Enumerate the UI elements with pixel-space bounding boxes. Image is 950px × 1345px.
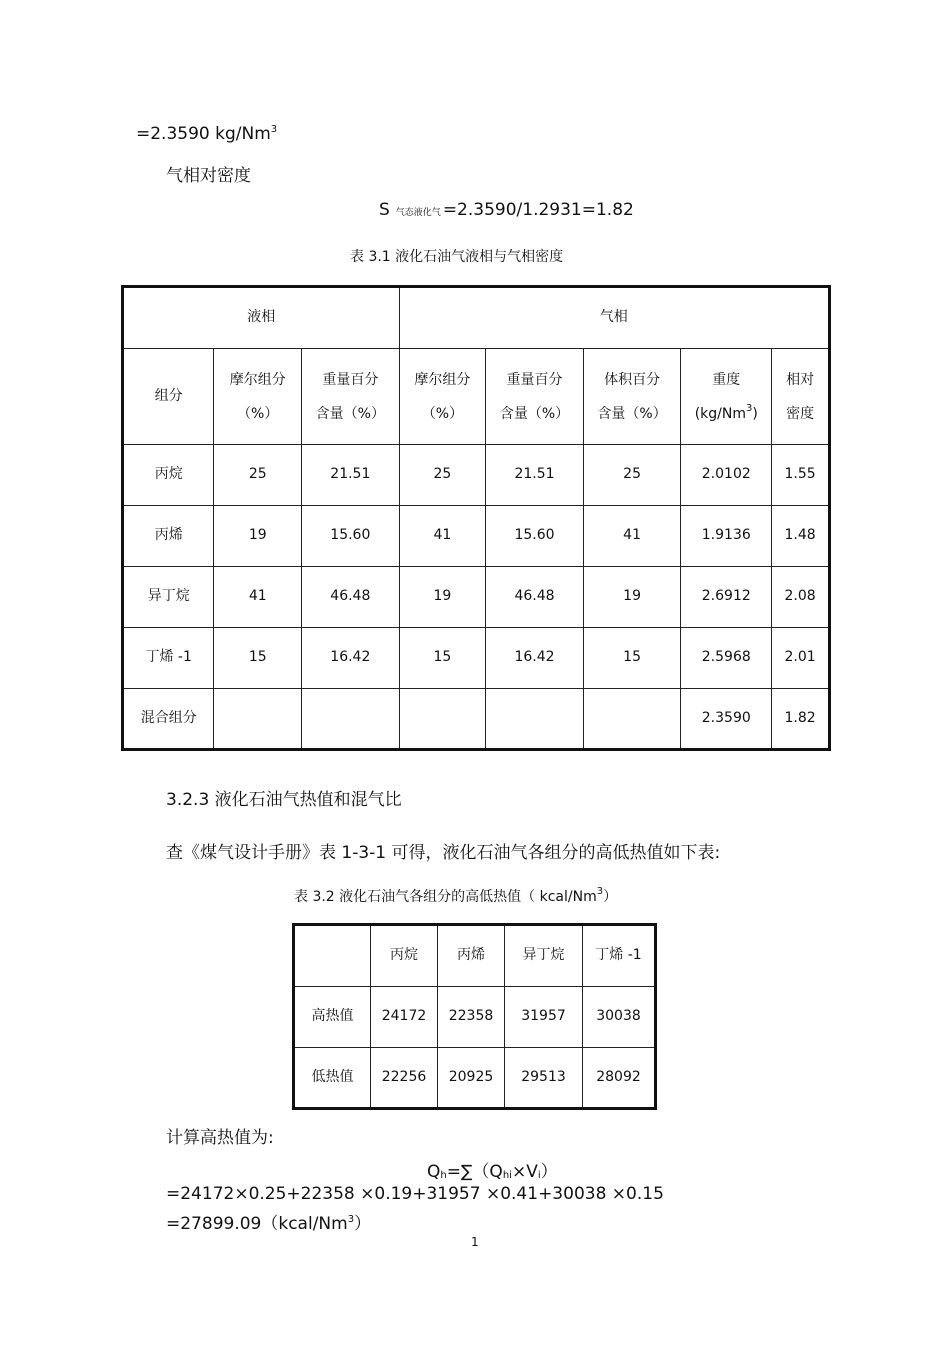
formula-qhi-sub: hi (502, 1170, 512, 1181)
liquid-wt-header (302, 349, 400, 445)
liquid-mol-header-l2: （%） (237, 405, 279, 422)
liquid-wt-header-l1: 重量百分 (322, 371, 379, 388)
gas-mol-cell: 19 (399, 567, 486, 628)
liquid-mol-cell: 25 (214, 445, 302, 506)
component-name: 混合组分 (123, 689, 214, 750)
gas-mol-header-l1: 摩尔组分 (414, 371, 471, 388)
gas-wt-header-l1: 重量百分 (506, 371, 563, 388)
table2-header-row (294, 925, 656, 987)
table2-header-cell: 丙烯 (438, 925, 505, 987)
calc-result (166, 1209, 371, 1234)
weight-cell: 2.6912 (681, 567, 772, 628)
table2-row-label: 高热值 (294, 987, 371, 1048)
component-name: 丁烯 -1 (123, 628, 214, 689)
weight-unit-sup: 3 (745, 402, 753, 414)
table2-caption-sup: 3 (596, 886, 604, 897)
relative-density-cell: 1.48 (772, 506, 830, 567)
gas-vol-cell: 41 (583, 506, 681, 567)
formula-times-v: ×V (511, 1162, 538, 1182)
table2-caption (294, 886, 617, 906)
component-name: 丙烷 (123, 445, 214, 506)
relative-density-header (772, 349, 830, 445)
table2-cell: 22358 (438, 987, 505, 1048)
table-row (123, 689, 830, 750)
calc-expansion: =24172×0.25+22358 ×0.19+31957 ×0.41+30038 ×0.15 (166, 1184, 664, 1204)
liquid-wt-cell: 21.51 (302, 445, 400, 506)
weight-unit-close: ) (752, 405, 758, 422)
density-unit-sup: 3 (270, 124, 278, 135)
weight-header-l1: 重度 (712, 371, 741, 388)
gas-wt-header (486, 349, 584, 445)
gas-vol-cell: 19 (583, 567, 681, 628)
gas-mol-cell: 15 (399, 628, 486, 689)
table1-group-header-row (123, 287, 830, 349)
gas-mol-cell: 25 (399, 445, 486, 506)
relative-density-cell: 1.55 (772, 445, 830, 506)
formula-subscript: 气态液化气 (395, 208, 441, 218)
gas-mol-header-l2: （%） (421, 405, 464, 422)
weight-cell: 1.9136 (681, 506, 772, 567)
liquid-wt-cell: 46.48 (302, 567, 400, 628)
table1-caption: 表 3.1 液化石油气液相与气相密度 (350, 249, 564, 265)
liquid-mol-cell (214, 689, 302, 750)
calc-result-value: =27899.09（kcal/Nm (166, 1214, 348, 1234)
weight-cell: 2.5968 (681, 628, 772, 689)
calc-heading: 计算高热值为: (166, 1128, 274, 1148)
table2-cell: 24172 (371, 987, 438, 1048)
relative-density-header-l1: 相对 (786, 371, 815, 388)
table2-corner-cell (294, 925, 371, 987)
table2-cell: 31957 (505, 987, 583, 1048)
density-table (121, 285, 831, 751)
table2-header-cell: 丁烯 -1 (583, 925, 656, 987)
table-row (123, 567, 830, 628)
table2-cell: 29513 (505, 1048, 583, 1109)
liquid-wt-cell: 16.42 (302, 628, 400, 689)
gas-mol-header (399, 349, 486, 445)
liquid-mol-header (214, 349, 302, 445)
calc-result-close: ） (354, 1214, 372, 1234)
gas-vol-cell: 15 (583, 628, 681, 689)
gas-wt-cell: 46.48 (486, 567, 584, 628)
table-row (123, 506, 830, 567)
relative-density-header-l2: 密度 (786, 405, 815, 422)
calc-result-sup: 3 (347, 1214, 355, 1225)
liquid-mol-cell: 41 (214, 567, 302, 628)
weight-cell: 2.0102 (681, 445, 772, 506)
relative-density-cell: 1.82 (772, 689, 830, 750)
table2-cell: 28092 (583, 1048, 656, 1109)
gas-vol-cell: 25 (583, 445, 681, 506)
weight-header (681, 349, 772, 445)
formula-sum: =∑（Q (446, 1162, 503, 1182)
gas-vol-header (583, 349, 681, 445)
gas-wt-header-l2: 含量（%） (499, 405, 570, 422)
table2-cell: 22256 (371, 1048, 438, 1109)
gas-phase-header: 气相 (399, 287, 829, 349)
gas-mol-cell: 41 (399, 506, 486, 567)
gas-wt-cell: 16.42 (486, 628, 584, 689)
gas-mol-cell (399, 689, 486, 750)
formula-q: Q (427, 1162, 441, 1182)
table2-row-label: 低热值 (294, 1048, 371, 1109)
table1-column-header-row (123, 349, 830, 445)
weight-unit: (kg/Nm (694, 405, 746, 422)
weight-cell: 2.3590 (681, 689, 772, 750)
heating-value-table (292, 923, 657, 1110)
table2-cell: 20925 (438, 1048, 505, 1109)
gas-wt-cell: 21.51 (486, 445, 584, 506)
density-value: =2.3590 kg/Nm (136, 124, 271, 144)
formula-s: S (379, 200, 390, 220)
liquid-wt-cell (302, 689, 400, 750)
gas-wt-cell: 15.60 (486, 506, 584, 567)
table2-caption-text: 表 3.2 液化石油气各组分的高低热值（ kcal/Nm (294, 889, 597, 905)
component-name: 丙烯 (123, 506, 214, 567)
table-row (123, 628, 830, 689)
liquid-wt-header-l2: 含量（%） (315, 405, 385, 422)
table-row (294, 1048, 656, 1109)
table-row (123, 445, 830, 506)
relative-density-cell: 2.01 (772, 628, 830, 689)
calc-formula (427, 1157, 558, 1182)
section-body: 查《煤气设计手册》表 1-3-1 可得，液化石油气各组分的高低热值如下表: (166, 843, 721, 863)
table-row (294, 987, 656, 1048)
liquid-mol-header-l1: 摩尔组分 (229, 371, 286, 388)
weight-header-l2 (681, 397, 771, 431)
liquid-phase-header: 液相 (123, 287, 400, 349)
gas-wt-cell (486, 689, 584, 750)
component-name: 异丁烷 (123, 567, 214, 628)
table2-header-cell: 异丁烷 (505, 925, 583, 987)
liquid-mol-cell: 19 (214, 506, 302, 567)
gas-vol-cell (583, 689, 681, 750)
section-heading: 3.2.3 液化石油气热值和混气比 (166, 790, 402, 810)
liquid-wt-cell: 15.60 (302, 506, 400, 567)
density-result (136, 124, 277, 144)
formula-value: =2.3590/1.2931=1.82 (442, 200, 634, 220)
relative-density-heading: 气相对密度 (166, 166, 251, 186)
table2-caption-close: ） (603, 889, 618, 905)
formula-q-sub: h (440, 1170, 447, 1181)
formula-close: ） (540, 1162, 558, 1182)
table2-cell: 30038 (583, 987, 656, 1048)
liquid-mol-cell: 15 (214, 628, 302, 689)
relative-density-formula (379, 200, 634, 220)
gas-vol-header-l1: 体积百分 (604, 371, 661, 388)
page-number: 1 (471, 1235, 479, 1249)
relative-density-cell: 2.08 (772, 567, 830, 628)
component-header: 组分 (123, 349, 214, 445)
table2-header-cell: 丙烷 (371, 925, 438, 987)
gas-vol-header-l2: 含量（%） (597, 405, 667, 422)
formula-vi-sub: i (537, 1170, 541, 1181)
